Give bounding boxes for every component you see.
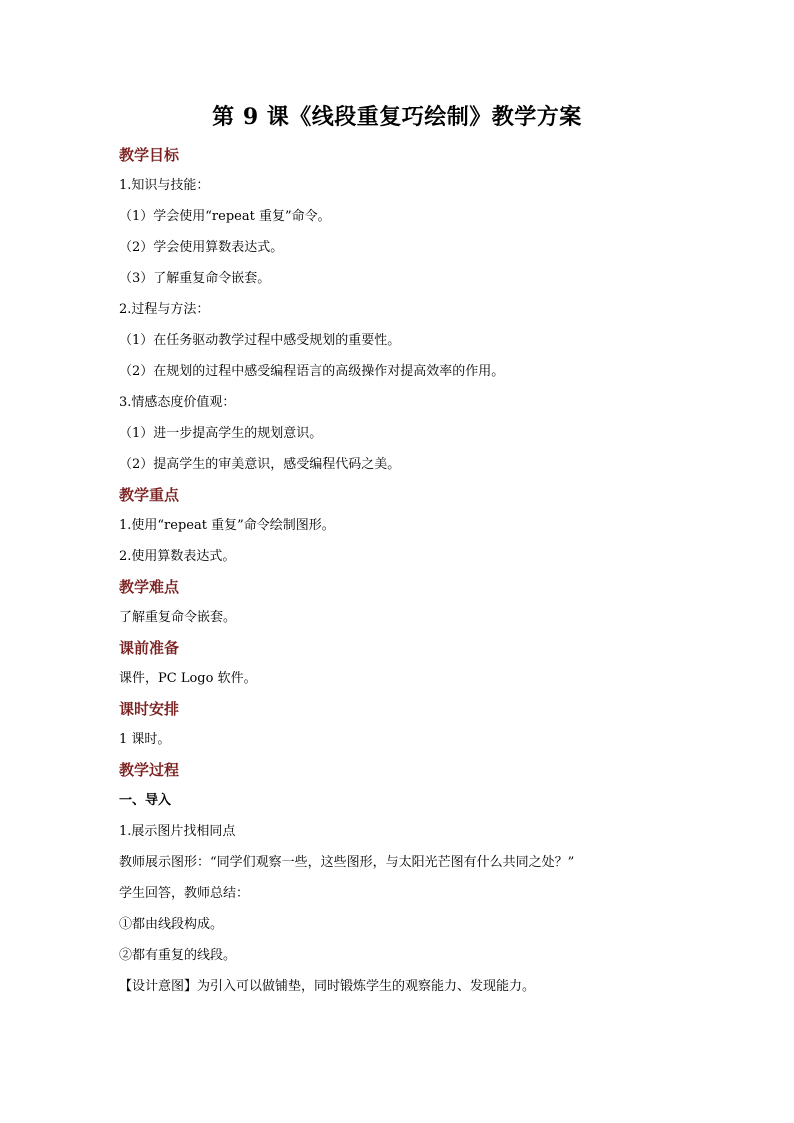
page-title: 第 9 课《线段重复巧绘制》教学方案	[212, 104, 582, 130]
schedule-line: 1 课时。	[119, 732, 171, 747]
goals-line: （3）了解重复命令嵌套。	[119, 271, 271, 286]
heading-key-points: 教学重点	[119, 486, 180, 504]
process-line: 教师展示图形：“同学们观察一些，这些图形，与太阳光芒图有什么共同之处？”	[119, 855, 575, 870]
goals-line: 3.情感态度价值观：	[119, 395, 236, 410]
process-line: ②都有重复的线段。	[119, 948, 237, 963]
goals-line: （1）在任务驱动教学过程中感受规划的重要性。	[119, 333, 401, 348]
goals-line: （2）提高学生的审美意识，感受编程代码之美。	[119, 457, 401, 472]
goals-line: （1）学会使用“repeat 重复”命令。	[119, 209, 331, 224]
heading-preparation: 课前准备	[119, 639, 180, 657]
goals-line: （1）进一步提高学生的规划意识。	[119, 426, 323, 441]
goals-line: 2.过程与方法：	[119, 302, 210, 317]
preparation-line: 课件，PC Logo 软件。	[119, 671, 257, 686]
process-sub-heading: 一、导入	[119, 793, 172, 808]
heading-schedule: 课时安排	[119, 700, 180, 718]
process-line: ①都由线段构成。	[119, 917, 224, 932]
process-line: 学生回答，教师总结：	[119, 886, 250, 901]
goals-line: 1.知识与技能：	[119, 178, 210, 193]
difficulties-line: 了解重复命令嵌套。	[119, 610, 237, 625]
heading-difficulties: 教学难点	[119, 578, 180, 596]
process-line: 1.展示图片找相同点	[119, 824, 236, 839]
key-points-line: 1.使用“repeat 重复”命令绘制图形。	[119, 518, 335, 533]
document-body	[119, 140, 719, 1002]
heading-process: 教学过程	[119, 761, 180, 779]
process-line: 【设计意图】为引入可以做铺垫，同时锻炼学生的观察能力、发现能力。	[119, 979, 536, 994]
goals-line: （2）学会使用算数表达式。	[119, 240, 284, 255]
goals-line: （2）在规划的过程中感受编程语言的高级操作对提高效率的作用。	[119, 364, 505, 379]
heading-goals: 教学目标	[119, 146, 180, 164]
key-points-line: 2.使用算数表达式。	[119, 549, 236, 564]
